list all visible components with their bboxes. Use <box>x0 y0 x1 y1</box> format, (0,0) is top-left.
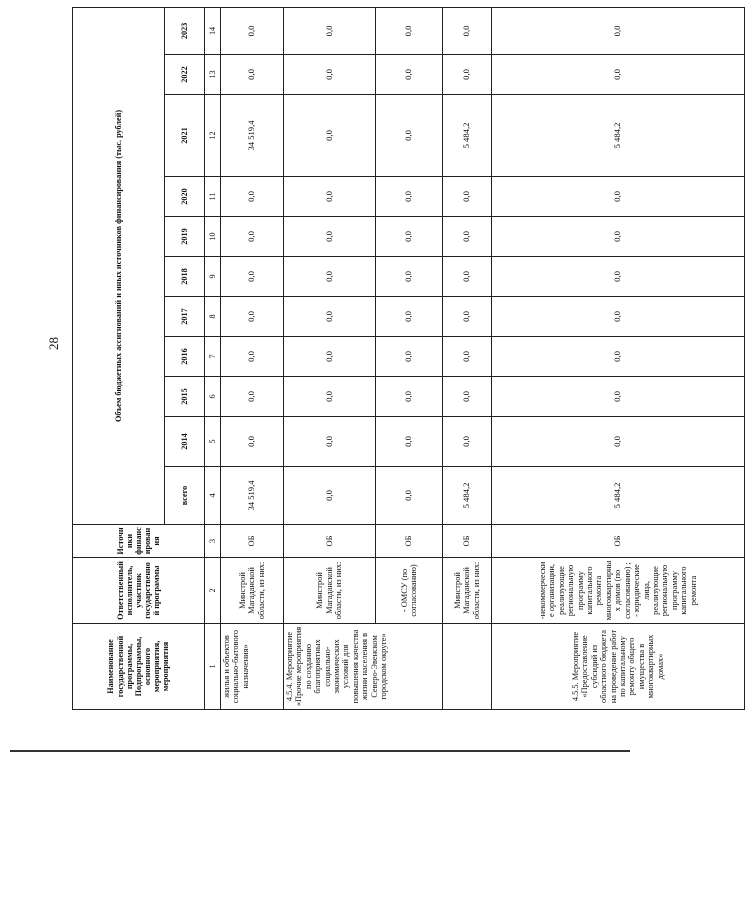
table-row <box>376 7 443 709</box>
row-value: 0,0 <box>492 177 745 217</box>
page-divider-line <box>10 750 630 752</box>
row-value: 0,0 <box>492 55 745 95</box>
row-value: 0,0 <box>443 257 492 297</box>
row-value: 0,0 <box>284 417 376 467</box>
row-executor: Минстрой Магаданской области, из них: <box>443 558 492 624</box>
header-year: 2022 <box>165 55 205 95</box>
row-value: 0,0 <box>376 95 443 177</box>
row-value: 0,0 <box>221 297 284 337</box>
row-value: 0,0 <box>284 467 376 525</box>
header-total: всего <box>165 467 205 525</box>
row-value: 0,0 <box>284 297 376 337</box>
row-executor: Минстрой Магаданской области, из них: <box>221 558 284 624</box>
header-source: Источники финансирования <box>73 525 205 558</box>
row-name <box>443 624 492 710</box>
row-value: 0,0 <box>284 177 376 217</box>
row-value: 0,0 <box>376 337 443 377</box>
row-value: 0,0 <box>284 7 376 54</box>
row-value: 5 484,2 <box>492 467 745 525</box>
row-value: 0,0 <box>492 257 745 297</box>
row-name: 4.5.4. Мероприятие «Прочие мероприятия по созданию благоприятных социально-экономических условий для повышения качества жизни населения в Северо-Эвенском городском округе» <box>284 624 443 710</box>
row-value: 0,0 <box>376 417 443 467</box>
column-number: 8 <box>205 297 221 337</box>
row-value: 5 484,2 <box>443 467 492 525</box>
row-value: 0,0 <box>284 55 376 95</box>
row-value: 5 484,2 <box>492 95 745 177</box>
header-year: 2015 <box>165 377 205 417</box>
row-source: ОБ <box>376 525 443 558</box>
header-year: 2017 <box>165 297 205 337</box>
row-executor: Минстрой Магаданской области, из них: <box>284 558 376 624</box>
row-value: 0,0 <box>221 177 284 217</box>
row-value: 34 519,4 <box>221 467 284 525</box>
row-value: 0,0 <box>284 337 376 377</box>
row-value: 0,0 <box>221 337 284 377</box>
row-value: 0,0 <box>376 177 443 217</box>
row-value: 0,0 <box>376 377 443 417</box>
column-number: 10 <box>205 217 221 257</box>
column-number: 2 <box>205 558 221 624</box>
column-number: 12 <box>205 95 221 177</box>
row-value: 0,0 <box>443 55 492 95</box>
row-value: 0,0 <box>443 417 492 467</box>
row-source: ОБ <box>221 525 284 558</box>
column-number: 13 <box>205 55 221 95</box>
row-value: 0,0 <box>492 337 745 377</box>
row-source: ОБ <box>284 525 376 558</box>
column-number: 4 <box>205 467 221 525</box>
row-name: жилья и объектов социально-бытового назначения» <box>221 624 284 710</box>
header-year: 2023 <box>165 7 205 54</box>
row-executor: - ОМСУ (по согласованию) <box>376 558 443 624</box>
row-value: 0,0 <box>284 377 376 417</box>
column-number: 14 <box>205 7 221 54</box>
funding-table-wrapper <box>72 8 744 710</box>
row-value: 0,0 <box>221 257 284 297</box>
row-value: 0,0 <box>443 337 492 377</box>
row-value: 0,0 <box>492 297 745 337</box>
row-value: 0,0 <box>492 417 745 467</box>
row-value: 0,0 <box>376 297 443 337</box>
column-number: 1 <box>205 624 221 710</box>
row-value: 0,0 <box>376 257 443 297</box>
table-row <box>221 7 284 709</box>
header-executor: Ответственный исполнитель, участник государственной программы <box>73 558 205 624</box>
row-value: 0,0 <box>221 55 284 95</box>
header-funding-group: Объем бюджетных ассигнований и иных источников финансирования (тыс. рублей) <box>73 7 165 524</box>
row-value: 0,0 <box>443 7 492 54</box>
table-row <box>492 7 745 709</box>
header-year: 2019 <box>165 217 205 257</box>
header-year: 2018 <box>165 257 205 297</box>
row-value: 0,0 <box>376 55 443 95</box>
table-row <box>284 7 376 709</box>
row-value: 0,0 <box>376 467 443 525</box>
row-name: 4.5.5. Мероприятие «Предоставление субсидий из областного бюджета на проведение работ по капитальному ремонту общего имущества в многоквартирных домах» <box>492 624 745 710</box>
row-value: 34 519,4 <box>221 95 284 177</box>
row-value: 0,0 <box>284 217 376 257</box>
row-value: 0,0 <box>221 377 284 417</box>
row-value: 0,0 <box>221 217 284 257</box>
row-value: 5 484,2 <box>443 95 492 177</box>
column-number: 11 <box>205 177 221 217</box>
page-number: 28 <box>46 337 61 350</box>
row-value: 0,0 <box>492 7 745 54</box>
funding-table <box>72 7 745 710</box>
column-number: 3 <box>205 525 221 558</box>
column-number: 6 <box>205 377 221 417</box>
row-source: ОБ <box>492 525 745 558</box>
row-value: 0,0 <box>376 217 443 257</box>
header-year: 2014 <box>165 417 205 467</box>
row-value: 0,0 <box>443 297 492 337</box>
row-value: 0,0 <box>221 7 284 54</box>
row-value: 0,0 <box>443 177 492 217</box>
row-value: 0,0 <box>284 257 376 297</box>
row-value: 0,0 <box>221 417 284 467</box>
header-year: 2020 <box>165 177 205 217</box>
row-source: ОБ <box>443 525 492 558</box>
column-number: 9 <box>205 257 221 297</box>
header-year: 2016 <box>165 337 205 377</box>
row-value: 0,0 <box>443 377 492 417</box>
header-year: 2021 <box>165 95 205 177</box>
row-value: 0,0 <box>284 95 376 177</box>
table-row <box>443 7 492 709</box>
column-number: 7 <box>205 337 221 377</box>
row-value: 0,0 <box>376 7 443 54</box>
column-number: 5 <box>205 417 221 467</box>
row-value: 0,0 <box>443 217 492 257</box>
header-name: Наименование государственной программы, Подпрограммы, основного мероприятия, мероприятия <box>73 624 205 710</box>
row-value: 0,0 <box>492 217 745 257</box>
row-executor: -некоммерческие организации, реализующие региональную программу капитального ремонта многоквартирных домов (по согласованию) ; - юридические лица, реализующие региональную программу капитального ремонта <box>492 558 745 624</box>
row-value: 0,0 <box>492 377 745 417</box>
